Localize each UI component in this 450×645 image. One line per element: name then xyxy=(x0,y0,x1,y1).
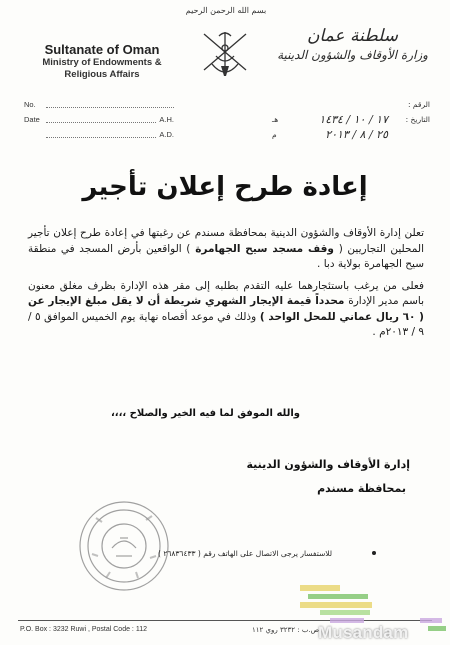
basmala: بسم الله الرحمن الرحيم xyxy=(185,6,267,15)
number-label-ar: الرقم : xyxy=(408,100,430,109)
announcement-body xyxy=(28,226,424,347)
hijri-date: ١٧ / ١٠ / ١٤٣٤ xyxy=(319,113,388,126)
dotted-line xyxy=(46,107,174,108)
ah-suffix: A.H. xyxy=(159,115,174,124)
ministry-name-en-2: Religious Affairs xyxy=(64,69,140,80)
reference-fields-en xyxy=(24,100,174,145)
ministry-name-en-1: Ministry of Endowments & xyxy=(42,57,162,68)
ref-greg-row-ar xyxy=(260,130,430,145)
p1-text-b: ) الواقعين بأرض المسجد في منطقة سيح الجهامرة بولاية دبا . xyxy=(28,242,424,270)
signature-dept-line2: بمحافظة مسندم xyxy=(317,482,406,495)
watermark-text: Musandam xyxy=(318,623,409,642)
p2-bold: محدداً قيمة الإيجار الشهري شريطة أن لا يقل مبلغ الإيجار عن ( ٦٠ ريال عماني للمحل الواحد ) xyxy=(28,295,424,323)
paragraph-2 xyxy=(28,279,424,341)
p1-text-a: تعلن إدارة الأوقاف والشؤون الدينية بمحافظة مسندم عن رغبتها في إعادة طرح إعلان تأجير المحلين التجاريين ( xyxy=(28,227,424,255)
paragraph-1 xyxy=(28,226,424,273)
signature-dept-line1: إدارة الأوقاف والشؤون الدينية xyxy=(246,458,410,471)
header-arabic xyxy=(265,26,440,62)
org-name-ar: سلطنة عمان xyxy=(306,26,399,46)
inquiry-text: للاستفسار يرجى الاتصال على الهاتف رقم ( ٢٦٨٣٦٤٣٣ ) xyxy=(158,549,333,558)
footer-address-ar: ص.ب : ٣٢٣٢ روي ١١٢ xyxy=(252,626,320,634)
footer-address-en: P.O. Box : 3232 Ruwi , Postal Code : 112 xyxy=(20,626,147,633)
p2-text-b: وذلك في موعد أقصاه نهاية يوم الخميس الموافق ٥ / ٩ / ٢٠١٣م . xyxy=(28,310,424,338)
header-english xyxy=(22,42,182,81)
no-label: No. xyxy=(24,100,36,109)
date-label-ar: التاريخ : xyxy=(405,115,430,124)
greg-suffix: م xyxy=(272,130,277,139)
dotted-line xyxy=(46,122,174,123)
ministry-name-ar: وزارة الأوقاف والشؤون الدينية xyxy=(277,48,428,62)
hijri-suffix: هـ xyxy=(272,115,279,124)
ref-number-row xyxy=(24,100,174,115)
ref-date-greg-row xyxy=(24,130,174,145)
dotted-line xyxy=(46,137,174,138)
org-name-en: Sultanate of Oman xyxy=(44,42,160,57)
oman-emblem-icon xyxy=(190,26,260,82)
bullet-dot xyxy=(372,551,376,555)
ad-suffix: A.D. xyxy=(159,130,174,139)
gregorian-date: ٢٥ / ٨ / ٢٠١٣ xyxy=(325,128,388,141)
official-stamp-icon xyxy=(76,498,172,594)
announcement-title: إعادة طرح إعلان تأجير xyxy=(82,172,368,202)
date-label: Date xyxy=(24,115,40,124)
p2-text-a: فعلى من يرغب باستئجارهما عليه التقدم بطلبه إلى مقر هذه الإدارة بظرف مغلق معنون باسم مدير الإدارة xyxy=(28,279,424,307)
closing-line: والله الموفق لما فيه الخير والصلاح ،،،، xyxy=(111,408,300,419)
p1-bold: وقف مسجد سيح الجهامرة xyxy=(190,242,339,255)
ref-date-hijri-row xyxy=(24,115,174,130)
reference-fields-ar xyxy=(260,100,430,145)
